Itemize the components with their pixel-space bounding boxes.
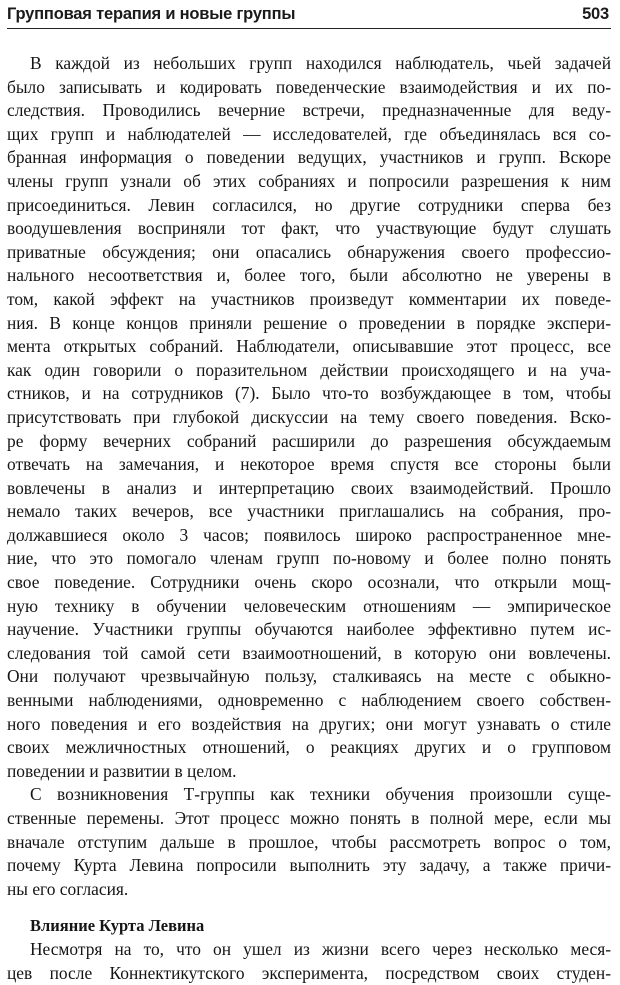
text-line: ны его согласия.: [7, 878, 129, 899]
running-title: Групповая терапия и новые группы: [7, 5, 296, 23]
text-line: члены групп узнали об этих собраниях и попросили разрешения к ним: [7, 170, 611, 191]
text-line: своих межличностных отношений, о реакциях других и о групповом: [7, 737, 611, 758]
text-line: бранная информация о поведении ведущих, участников и групп. Вскоре: [7, 147, 611, 168]
page-number: 503: [582, 5, 609, 23]
text-line: должавшиеся около 3 часов; появилось широко распространенное мне-: [7, 524, 611, 545]
text-line: отвечать на замечания, и некоторое время спустя все стороны были: [7, 454, 611, 475]
header-rule: [7, 28, 611, 29]
text-line: как один говорили о поразительном действии происходящего и на уча-: [7, 359, 611, 380]
text-line: венными наблюдениями, одновременно с наблюдением своего собствен-: [7, 690, 611, 711]
text-line: было записывать и кодировать поведенческие взаимодействия и их по-: [7, 76, 611, 97]
text-line: Несмотря на то, что он ушел из жизни всего через несколько меся-: [30, 938, 611, 959]
text-line: ние, что это помогало членам групп по-новому и более полно понять: [7, 548, 611, 569]
text-line: ную технику в обучении человеческим отношениям — эмпирическое: [7, 595, 611, 616]
text-line: ственные перемены. Этот процесс можно понять в полной мере, если мы: [7, 808, 611, 828]
text-line: нального несоответствия и, более того, были абсолютно не уверены в: [7, 265, 611, 286]
text-line: поведении и развитии в целом.: [7, 760, 237, 781]
text-line: щих групп и наблюдателей — исследователей, где объединялась вся со-: [7, 123, 611, 144]
text-line: научение. Участники группы обучаются наиболее эффективно путем ис-: [7, 619, 611, 640]
text-line: присутствовать при глубокой дискуссии на тему своего поведения. Вско-: [7, 406, 611, 427]
text-line: цев после Коннектикутского эксперимента, посредством своих студен-: [7, 962, 611, 983]
text-line: ного поведения и его воздействия на других; они могут узнавать о стиле: [7, 713, 611, 734]
body-text: [7, 52, 611, 985]
text-line: воодушевления восприняли тот факт, что участвующие будут слушать: [7, 218, 611, 239]
text-line: следствия. Проводились вечерние встречи, предназначенные для веду-: [7, 100, 611, 121]
text-line: почему Курта Левина попросили выполнить эту задачу, а также причи-: [7, 855, 611, 876]
section-heading: Влияние Курта Левина: [30, 916, 205, 936]
paragraph-t-group-changes: [7, 783, 611, 901]
text-line: мента открытых собраний. Наблюдатели, описывавшие этот процесс, все: [7, 336, 611, 357]
text-line: присоединиться. Левин согласился, но другие сотрудники сперва без: [7, 194, 611, 215]
text-line: том, какой эффект на участников произведут комментарии их поведе-: [7, 288, 611, 309]
text-line: С возникновения Т-группы как техники обучения произошли суще-: [30, 784, 611, 805]
text-line: ре форму вечерних собраний расширили до разрешения обсуждаемым: [7, 430, 611, 451]
running-header: [7, 0, 611, 24]
text-line: стников, и на сотрудников (7). Было что-то возбуждающее в том, чтобы: [7, 383, 611, 404]
text-line: немало таких вечеров, все участники приглашались на собрания, про-: [7, 501, 611, 522]
paragraph-lewin-influence: [7, 938, 611, 985]
text-line: Они получают чрезвычайную пользу, сталкиваясь на месте с обыкно-: [7, 666, 611, 687]
text-line: вначале отступим дальше в прошлое, чтобы рассмотреть вопрос о том,: [7, 831, 611, 852]
text-line: вовлечены в анализ и интерпретацию своих взаимодействий. Прошло: [7, 477, 611, 498]
text-line: В каждой из небольших групп находился наблюдатель, чьей задачей: [30, 53, 611, 73]
paragraph-observers: [7, 52, 611, 783]
text-line: ния. В конце концов приняли решение о проведении в порядке экспери-: [7, 312, 611, 333]
text-line: свое поведение. Сотрудники очень скоро осознали, что открыли мощ-: [7, 572, 611, 593]
text-line: следования той самой сети взаимоотношений, в которую они вовлечены.: [7, 642, 611, 663]
text-line: приватные обсуждения; они опасались обнаружения своего профессио-: [7, 241, 611, 262]
